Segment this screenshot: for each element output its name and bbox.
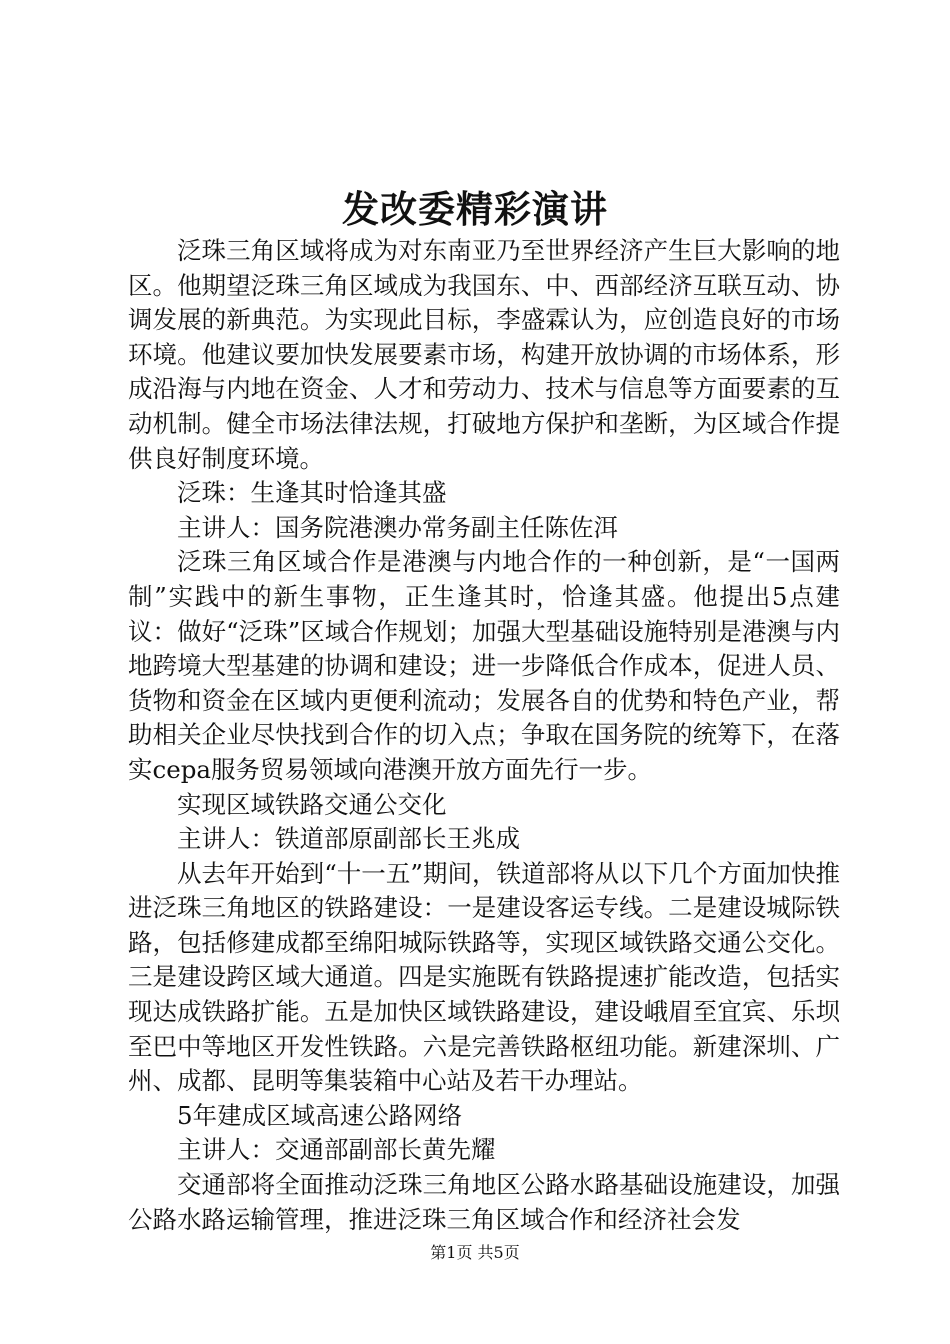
paragraph: 泛珠三角区域合作是港澳与内地合作的一种创新，是“一国两制”实践中的新生事物，正生逢其时，恰逢其盛。他提出5点建议：做好“泛珠”区域合作规划；加强大型基础设施特别是港澳与内地跨境大型基建的协调和建设；进一步降低合作成本，促进人员、货物和资金在区域内更便利流动；发展各自的优势和特色产业，帮助相关企业尽快找到合作的切入点；争取在国务院的统筹下，在落实cepa服务贸易领域向港澳开放方面先行一步。 xyxy=(128,547,840,784)
section-heading: 5年建成区域高速公路网络 xyxy=(177,1100,463,1130)
speaker-line: 主讲人：国务院港澳办常务副主任陈佐洱 xyxy=(177,512,618,542)
section-heading: 实现区域铁路交通公交化 xyxy=(177,789,447,819)
paragraph: 交通部将全面推动泛珠三角地区公路水路基础设施建设，加强公路水路运输管理，推进泛珠三角区域合作和经济社会发 xyxy=(128,1170,840,1234)
page-number-footer: 第1页 共5页 xyxy=(430,1243,520,1262)
speaker-line: 主讲人：铁道部原副部长王兆成 xyxy=(177,824,520,854)
paragraph: 从去年开始到“十一五”期间，铁道部将从以下几个方面加快推进泛珠三角地区的铁路建设：一是建设客运专线。二是建设城际铁路，包括修建成都至绵阳城际铁路等，实现区域铁路交通公交化。三是建设跨区域大通道。四是实施既有铁路提速扩能改造，包括实现达成铁路扩能。五是加快区域铁路建设，建设峨眉至宜宾、乐坝至巴中等地区开发性铁路。六是完善铁路枢纽功能。新建深圳、广州、成都、昆明等集装箱中心站及若干办理站。 xyxy=(128,858,840,1096)
speaker-line: 主讲人：交通部副部长黄先耀 xyxy=(177,1135,496,1165)
document-body xyxy=(128,234,840,1237)
section-heading: 泛珠：生逢其时恰逢其盛 xyxy=(177,478,447,508)
paragraph: 泛珠三角区域将成为对东南亚乃至世界经济产生巨大影响的地区。他期望泛珠三角区域成为我国东、中、西部经济互联互动、协调发展的新典范。为实现此目标，李盛霖认为，应创造良好的市场环境。他建议要加快发展要素市场，构建开放协调的市场体系，形成沿海与内地在资金、人才和劳动力、技术与信息等方面要素的互动机制。健全市场法律法规，打破地方保护和垄断，为区域合作提供良好制度环境。 xyxy=(128,236,840,473)
document-title: 发改委精彩演讲 xyxy=(342,187,608,231)
